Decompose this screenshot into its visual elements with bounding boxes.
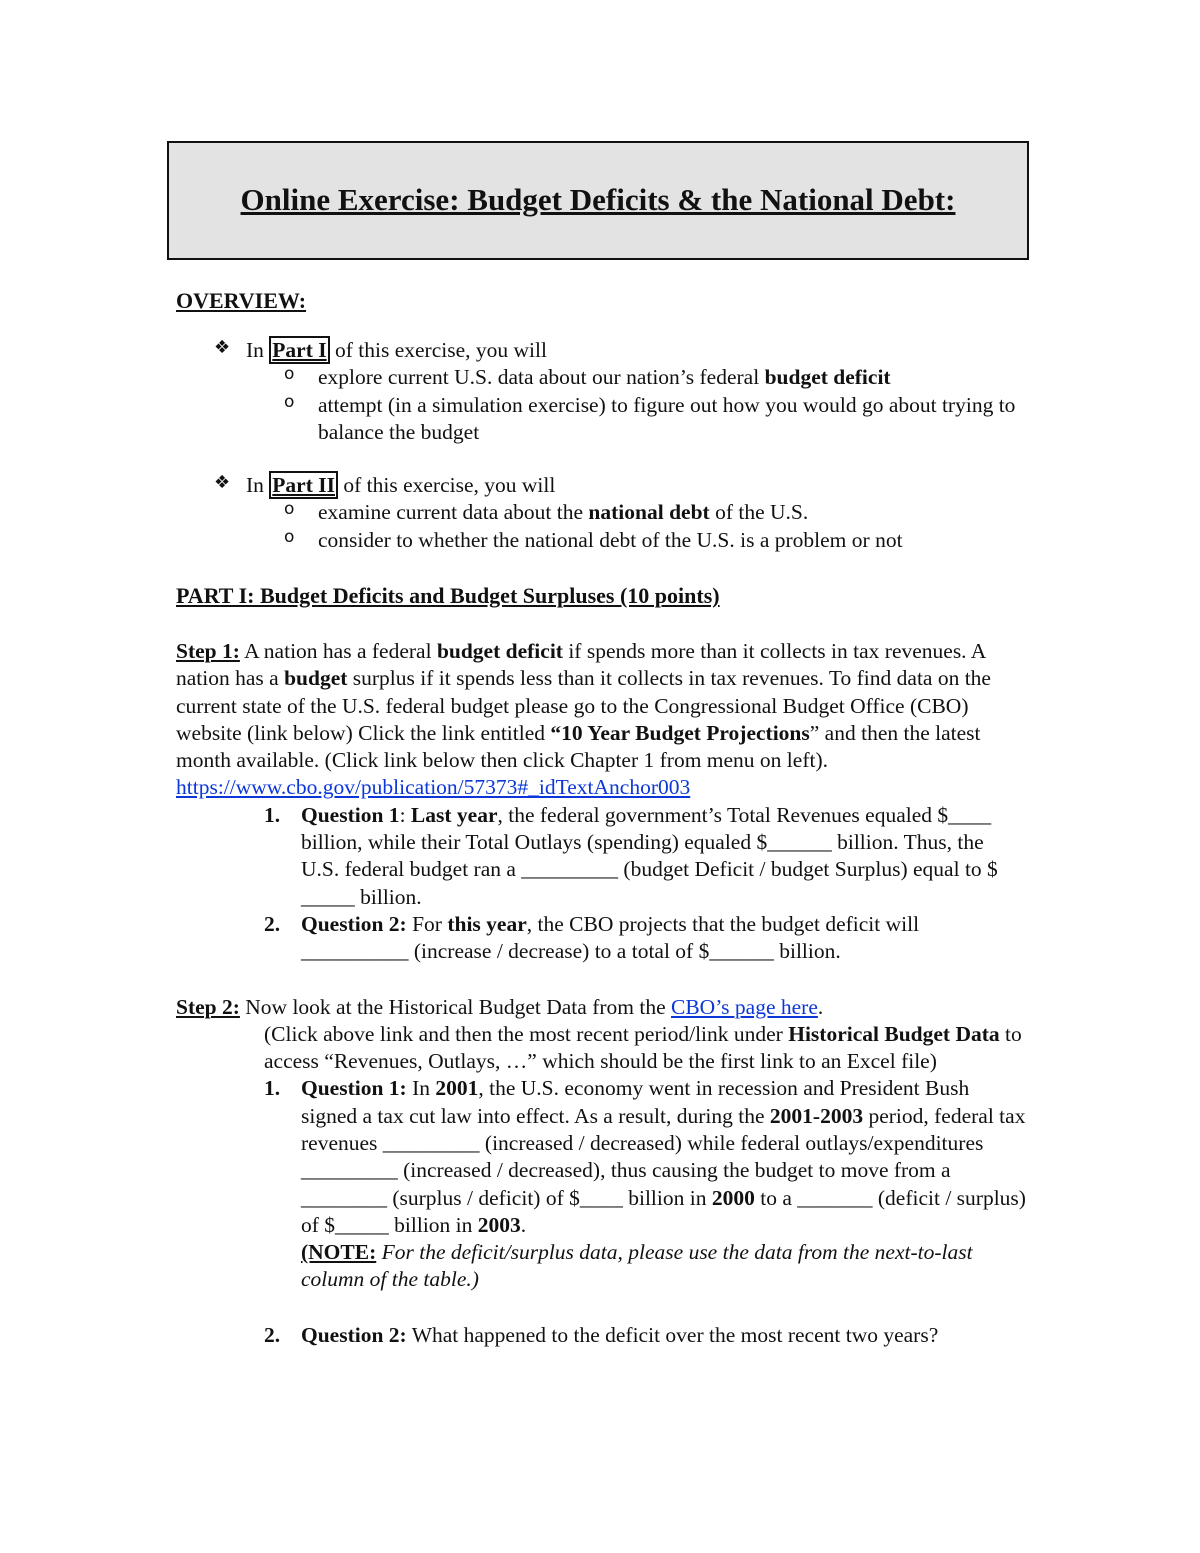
question-number: 2. (264, 911, 281, 936)
question-text: to a _______ (deficit / surplus) of $_____ billion in (301, 1185, 1026, 1237)
part2-label: Part II (269, 471, 338, 499)
question-bold: 2000 (711, 1185, 755, 1210)
note-label: (NOTE: (301, 1240, 377, 1265)
list-item-text: explore current U.S. data about our nation’s federal (318, 365, 765, 390)
list-item-text: of the U.S. (709, 500, 809, 525)
step1-text: if spends more than it collects in tax revenues. A nation has a (176, 638, 986, 691)
document-body (176, 287, 1026, 1349)
step2-instructions (176, 1021, 1026, 1076)
list-item-bold: budget deficit (764, 365, 891, 390)
question-text: For (406, 911, 448, 936)
part1-label: Part I (269, 336, 329, 364)
question-number: 1. (264, 802, 281, 827)
circle-bullet-icon: o (284, 391, 295, 412)
list-item (176, 527, 1026, 554)
list-item (176, 392, 1026, 447)
overview-part1-list (176, 364, 1026, 446)
question-text: , the CBO projects that the budget deficit will __________ (increase / decrease) to a total of $______ billion. (301, 911, 920, 964)
question-text: In (406, 1076, 436, 1101)
cbo-page-link[interactable]: CBO’s page here (671, 994, 818, 1019)
overview-part2-post: of this exercise, you will (338, 473, 556, 498)
step1-text: A nation has a federal (239, 638, 437, 663)
step2-text: Now look at the Historical Budget Data from the (239, 994, 671, 1019)
list-item-text: examine current data about the (318, 500, 589, 525)
step1-paragraph (176, 638, 1026, 802)
diamond-bullet-icon: ❖ (214, 336, 231, 358)
overview-part1-pre: In (246, 337, 270, 362)
step1-bold: “10 Year Budget Projections (550, 720, 810, 745)
question-text: . (520, 1212, 527, 1237)
document-title: Online Exercise: Budget Deficits & the National Debt: (240, 182, 956, 218)
step2-label: Step 2: (176, 994, 240, 1019)
circle-bullet-icon: o (284, 499, 295, 520)
question-label: Question 1 (301, 802, 400, 827)
note-text: For the deficit/surplus data, please use the data from the next-to-last column of the table.) (301, 1240, 973, 1292)
question-number: 2. (264, 1322, 281, 1347)
list-item-text: attempt (in a simulation exercise) to figure out how you would go about trying to balance the budget (318, 392, 1016, 444)
overview-part2-pre: In (246, 473, 270, 498)
question-text: , the federal government’s Total Revenues equaled $____ billion, while their Total Outlays (spending) equaled $______ billion. Thus, the U.S. federal budget ran a _________ (budget Deficit / budget Surplus) equal to $ _____ billion. (301, 802, 998, 909)
list-item-text: consider to whether the national debt of the U.S. is a problem or not (318, 527, 903, 552)
question-bold: 2003 (477, 1212, 521, 1237)
step1-text: surplus if it spends less than it collects in tax revenues. To find data on the current state of the U.S. federal budget please go to the Congressional Budget Office (CBO) website (link below) Click the link entitled (176, 666, 991, 745)
overview-part1-item (176, 337, 1026, 364)
question-text: , the U.S. economy went in recession and President Bush signed a tax cut law into effect. As a result, during the (301, 1076, 970, 1128)
step1-label: Step 1: (176, 638, 240, 663)
question-item (176, 911, 1026, 966)
part1-heading: PART I: Budget Deficits and Budget Surpluses (10 points) (176, 583, 720, 609)
question-bold: 2001-2003 (769, 1103, 864, 1128)
list-item (176, 364, 1026, 391)
overview-part2-list (176, 499, 1026, 554)
step1-bold: budget deficit (436, 638, 563, 663)
step2-instructions-text: to access “Revenues, Outlays, …” which should be the first link to an Excel file) (264, 1021, 1022, 1074)
list-item-bold: national debt (588, 500, 710, 525)
step2-paragraph (176, 994, 1026, 1021)
list-item (176, 499, 1026, 526)
circle-bullet-icon: o (284, 526, 295, 547)
question-label: Question 2: (301, 911, 407, 936)
step1-text: ” and then the latest month available. (Click link below then click Chapter 1 from menu on left). (176, 720, 981, 773)
step1-bold: budget (284, 666, 348, 691)
step2-instructions-text: (Click above link and then the most recent period/link under (264, 1021, 789, 1046)
overview-part1-post: of this exercise, you will (329, 337, 547, 362)
question-bold: 2001 (435, 1076, 479, 1101)
question-bold: Last year (410, 802, 498, 827)
step2-instructions-bold: Historical Budget Data (788, 1021, 1000, 1046)
question-item (176, 1322, 1026, 1349)
overview-heading: OVERVIEW: (176, 288, 307, 313)
title-box (167, 141, 1029, 260)
cbo-publication-link[interactable]: https://www.cbo.gov/publication/57373#_idTextAnchor003 (176, 775, 691, 800)
step2-questions (176, 1075, 1026, 1349)
question-label: Question 1: (301, 1076, 407, 1101)
question-text: period, federal tax revenues _________ (increased / decreased) while federal outlays/expenditures _________ (increased / decreased), thus causing the budget to move from a ________ (surplus / deficit) of $____ billion in (301, 1103, 1026, 1210)
step2-text: . (817, 994, 824, 1019)
question-number: 1. (264, 1076, 281, 1101)
diamond-bullet-icon: ❖ (214, 472, 231, 494)
question-text: : (399, 802, 411, 827)
question-bold: this year (447, 911, 527, 936)
question-item (176, 1075, 1026, 1293)
overview-part2-item (176, 472, 1026, 499)
question-label: Question 2: (301, 1322, 407, 1347)
circle-bullet-icon: o (284, 364, 295, 385)
question-text: What happened to the deficit over the most recent two years? (406, 1322, 939, 1347)
question-item (176, 802, 1026, 911)
step1-questions (176, 802, 1026, 966)
